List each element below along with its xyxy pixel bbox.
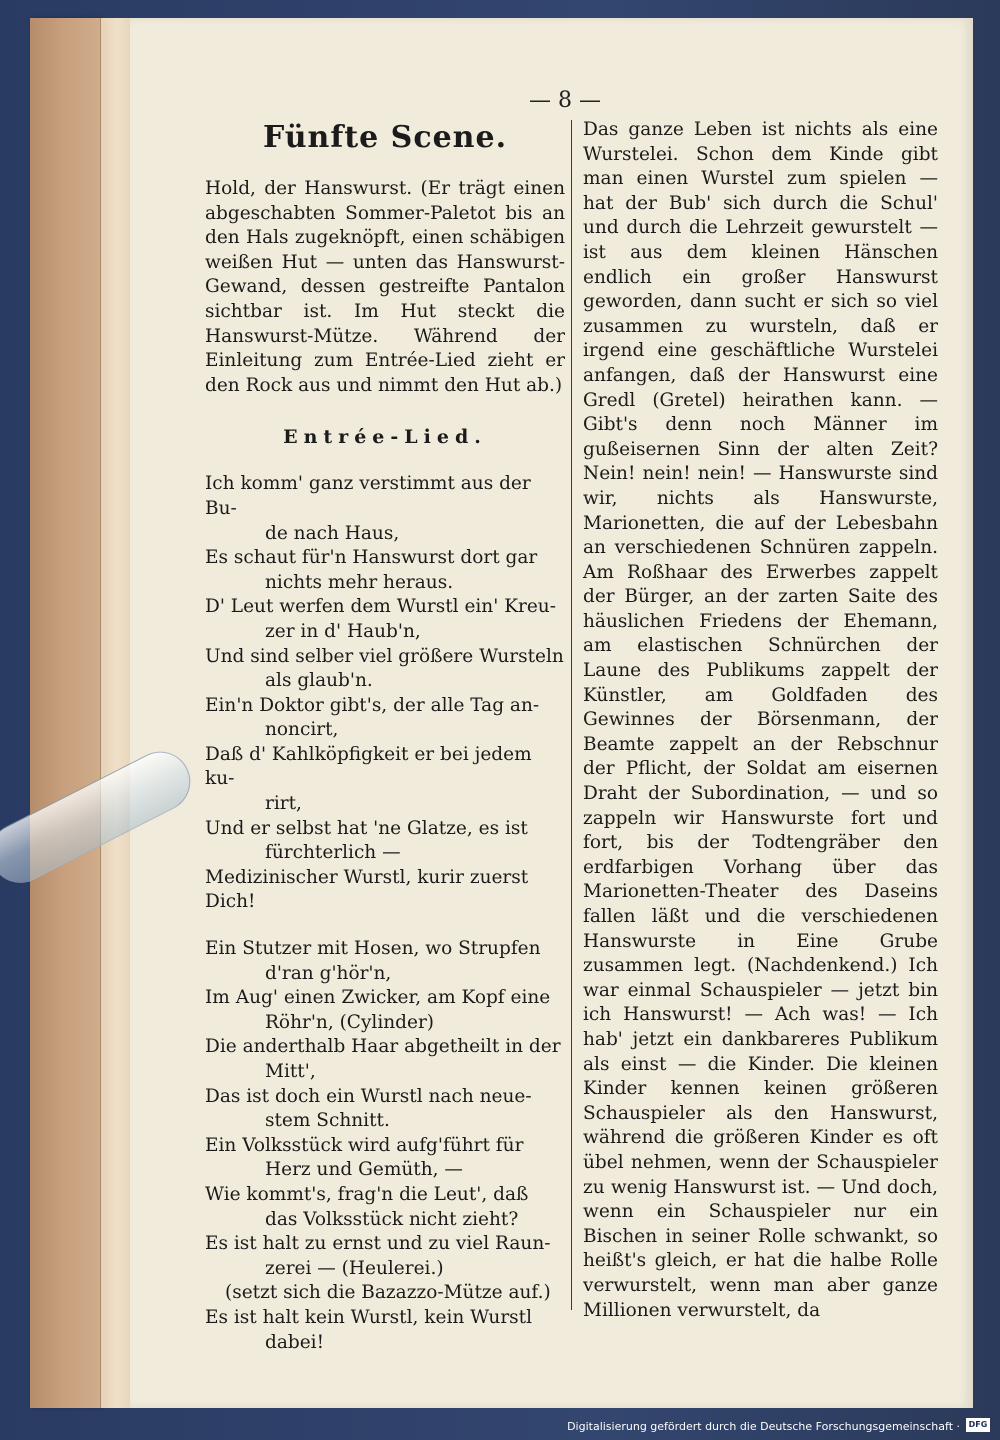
verse-line: Ein'n Doktor gibt's, der alle Tag an- xyxy=(205,694,540,716)
verse-line: Und er selbst hat 'ne Glatze, es ist xyxy=(205,817,528,839)
verse-line: de nach Haus, xyxy=(265,522,400,544)
verse-line: Wie kommt's, frag'n die Leut', daß xyxy=(205,1183,529,1205)
dfg-logo: DFG xyxy=(966,1418,990,1432)
verse-line: d'ran g'hör'n, xyxy=(265,962,392,984)
song-title: Entrée-Lied. xyxy=(283,426,487,449)
left-column xyxy=(205,118,565,1377)
verse-line: Daß d' Kahlköpfigkeit er bei jedem ku- xyxy=(205,743,532,790)
song-verses xyxy=(205,472,565,1355)
page-number: — 8 — xyxy=(529,88,601,113)
verse-line: stem Schnitt. xyxy=(265,1110,390,1132)
verse xyxy=(205,937,565,1355)
verse-line: zerei — (Heulerei.) xyxy=(265,1257,444,1279)
book-edge-inner xyxy=(100,18,133,1408)
verse-line: Ein Stutzer mit Hosen, wo Strupfen xyxy=(205,938,541,960)
verse-line: als glaub'n. xyxy=(265,670,373,692)
column-divider xyxy=(571,120,572,1310)
verse-line: Mitt', xyxy=(265,1061,316,1082)
scene-title: Fünfte Scene. xyxy=(262,120,508,155)
verse-line: D' Leut werfen dem Wurstl ein' Kreu- xyxy=(205,596,556,618)
verse-line: Es schaut für'n Hanswurst dort gar xyxy=(205,547,538,569)
verse-line: noncirt, xyxy=(265,719,339,741)
verse-line: Es ist halt zu ernst und zu viel Raun- xyxy=(205,1233,551,1255)
footer-credit: Digitalisierung gefördert durch die Deutsche Forschungsgemeinschaft · xyxy=(567,1420,960,1433)
verse-line: Und sind selber viel größere Wursteln xyxy=(205,645,564,667)
verse-line: Das ist doch ein Wurstl nach neue- xyxy=(205,1085,532,1107)
monologue-text: Das ganze Leben ist nichts als eine Wurstelei. Schon dem Kinde gibt man einen Wurstel zum spielen — hat der Bub' sich durch die Schul' und durch die Lehrzeit gewurstelt — ist aus dem kleinen Hänschen endlich ein großer Hanswurst geworden, dann sucht er sich so viel zusammen zu wursteln, daß er irgend eine geschäftliche Wurstelei anfangen, daß der Hanswurst eine Gredl (Gretel) heirathen kann. — Gibt's denn noch Männer im gußeisernen Sinn der alten Zeit? Nein! nein! nein! — Hanswurste sind wir, nichts als Hanswurste, Marionetten, die auf der Lebesbahn an verschiedenen Schnüren zappeln. Am Roßhaar des Erwerbes zappelt der Bürger, an der zarten Saite des häuslichen Friedens der Ehemann, am elastischen Schnürchen der Laune des Publikums zappelt der Künstler, am Goldfaden des Gewinnes der Börsenmann, der Beamte zappelt an der Rebschnur der Pflicht, der Soldat am eisernen Draht der Subordination, — und so zappeln wir Hanswurste fort und fort, bis der Todtengräber den erdfarbigen Vorhang über das Marionetten-Theater des Daseins fallen läßt und die verschiedenen Hanswurste in Eine Grube zusammen legt. (Nachdenkend.) Ich war einmal Schauspieler — jetzt bin ich Hanswurst! — Ach was! — Ich hab' jetzt ein dankbareres Publikum als einst — die Kinder. Die kleinen Kinder kennen keinen größeren Schauspieler als den Hanswurst, während die größeren Kinder es oft übel nehmen, wenn der Schauspieler zu wenig Hanswurst ist. — Und doch, wenn ein Schauspieler nur ein Bischen in seiner Rolle schwankt, so heißt's gleich, er hat die halbe Rolle verwurstelt, wenn man aber ganze Millionen verwurstelt, da xyxy=(583,119,938,1321)
stage-direction-line: (setzt sich die Bazazzo-Mütze auf.) xyxy=(225,1282,551,1304)
verse-line: Herz und Gemüth, — xyxy=(265,1159,463,1181)
verse-line: Im Aug' einen Zwicker, am Kopf eine xyxy=(205,987,551,1009)
verse-line: nichts mehr heraus. xyxy=(265,571,454,593)
stage-direction-intro: Hold, der Hanswurst. (Er trägt einen abgeschabten Sommer-Paletot bis an den Hals zugeknöpft, einen schäbigen weißen Hut — unten das Hanswurst-Gewand, dessen gestreifte Pantalon sichtbar ist. Im Hut steckt die Hanswurst-Mütze. Während der Einleitung zum Entrée-Lied zieht er den Rock aus und nimmt den Hut ab.) xyxy=(205,178,565,396)
verse-line: Ich komm' ganz verstimmt aus der Bu- xyxy=(205,473,531,519)
verse xyxy=(205,472,565,915)
verse-line: zer in d' Haub'n, xyxy=(265,620,421,642)
verse-line: rirt, xyxy=(265,793,302,815)
verse-line: das Volksstück nicht zieht? xyxy=(265,1208,519,1230)
verse-line: fürchterlich — xyxy=(265,842,401,864)
verse-line: Ein Volksstück wird aufg'führt für xyxy=(205,1134,524,1156)
verse-line: Röhr'n, (Cylinder) xyxy=(265,1011,435,1033)
book-edge-outer xyxy=(30,18,102,1408)
verse-line: Medizinischer Wurstl, kurir zuerst Dich! xyxy=(205,866,529,913)
verse-line: dabei! xyxy=(265,1331,325,1353)
right-column xyxy=(583,118,938,1323)
verse-line: Es ist halt kein Wurstl, kein Wurstl xyxy=(205,1306,533,1328)
verse-line: Die anderthalb Haar abgetheilt in der xyxy=(205,1036,561,1058)
